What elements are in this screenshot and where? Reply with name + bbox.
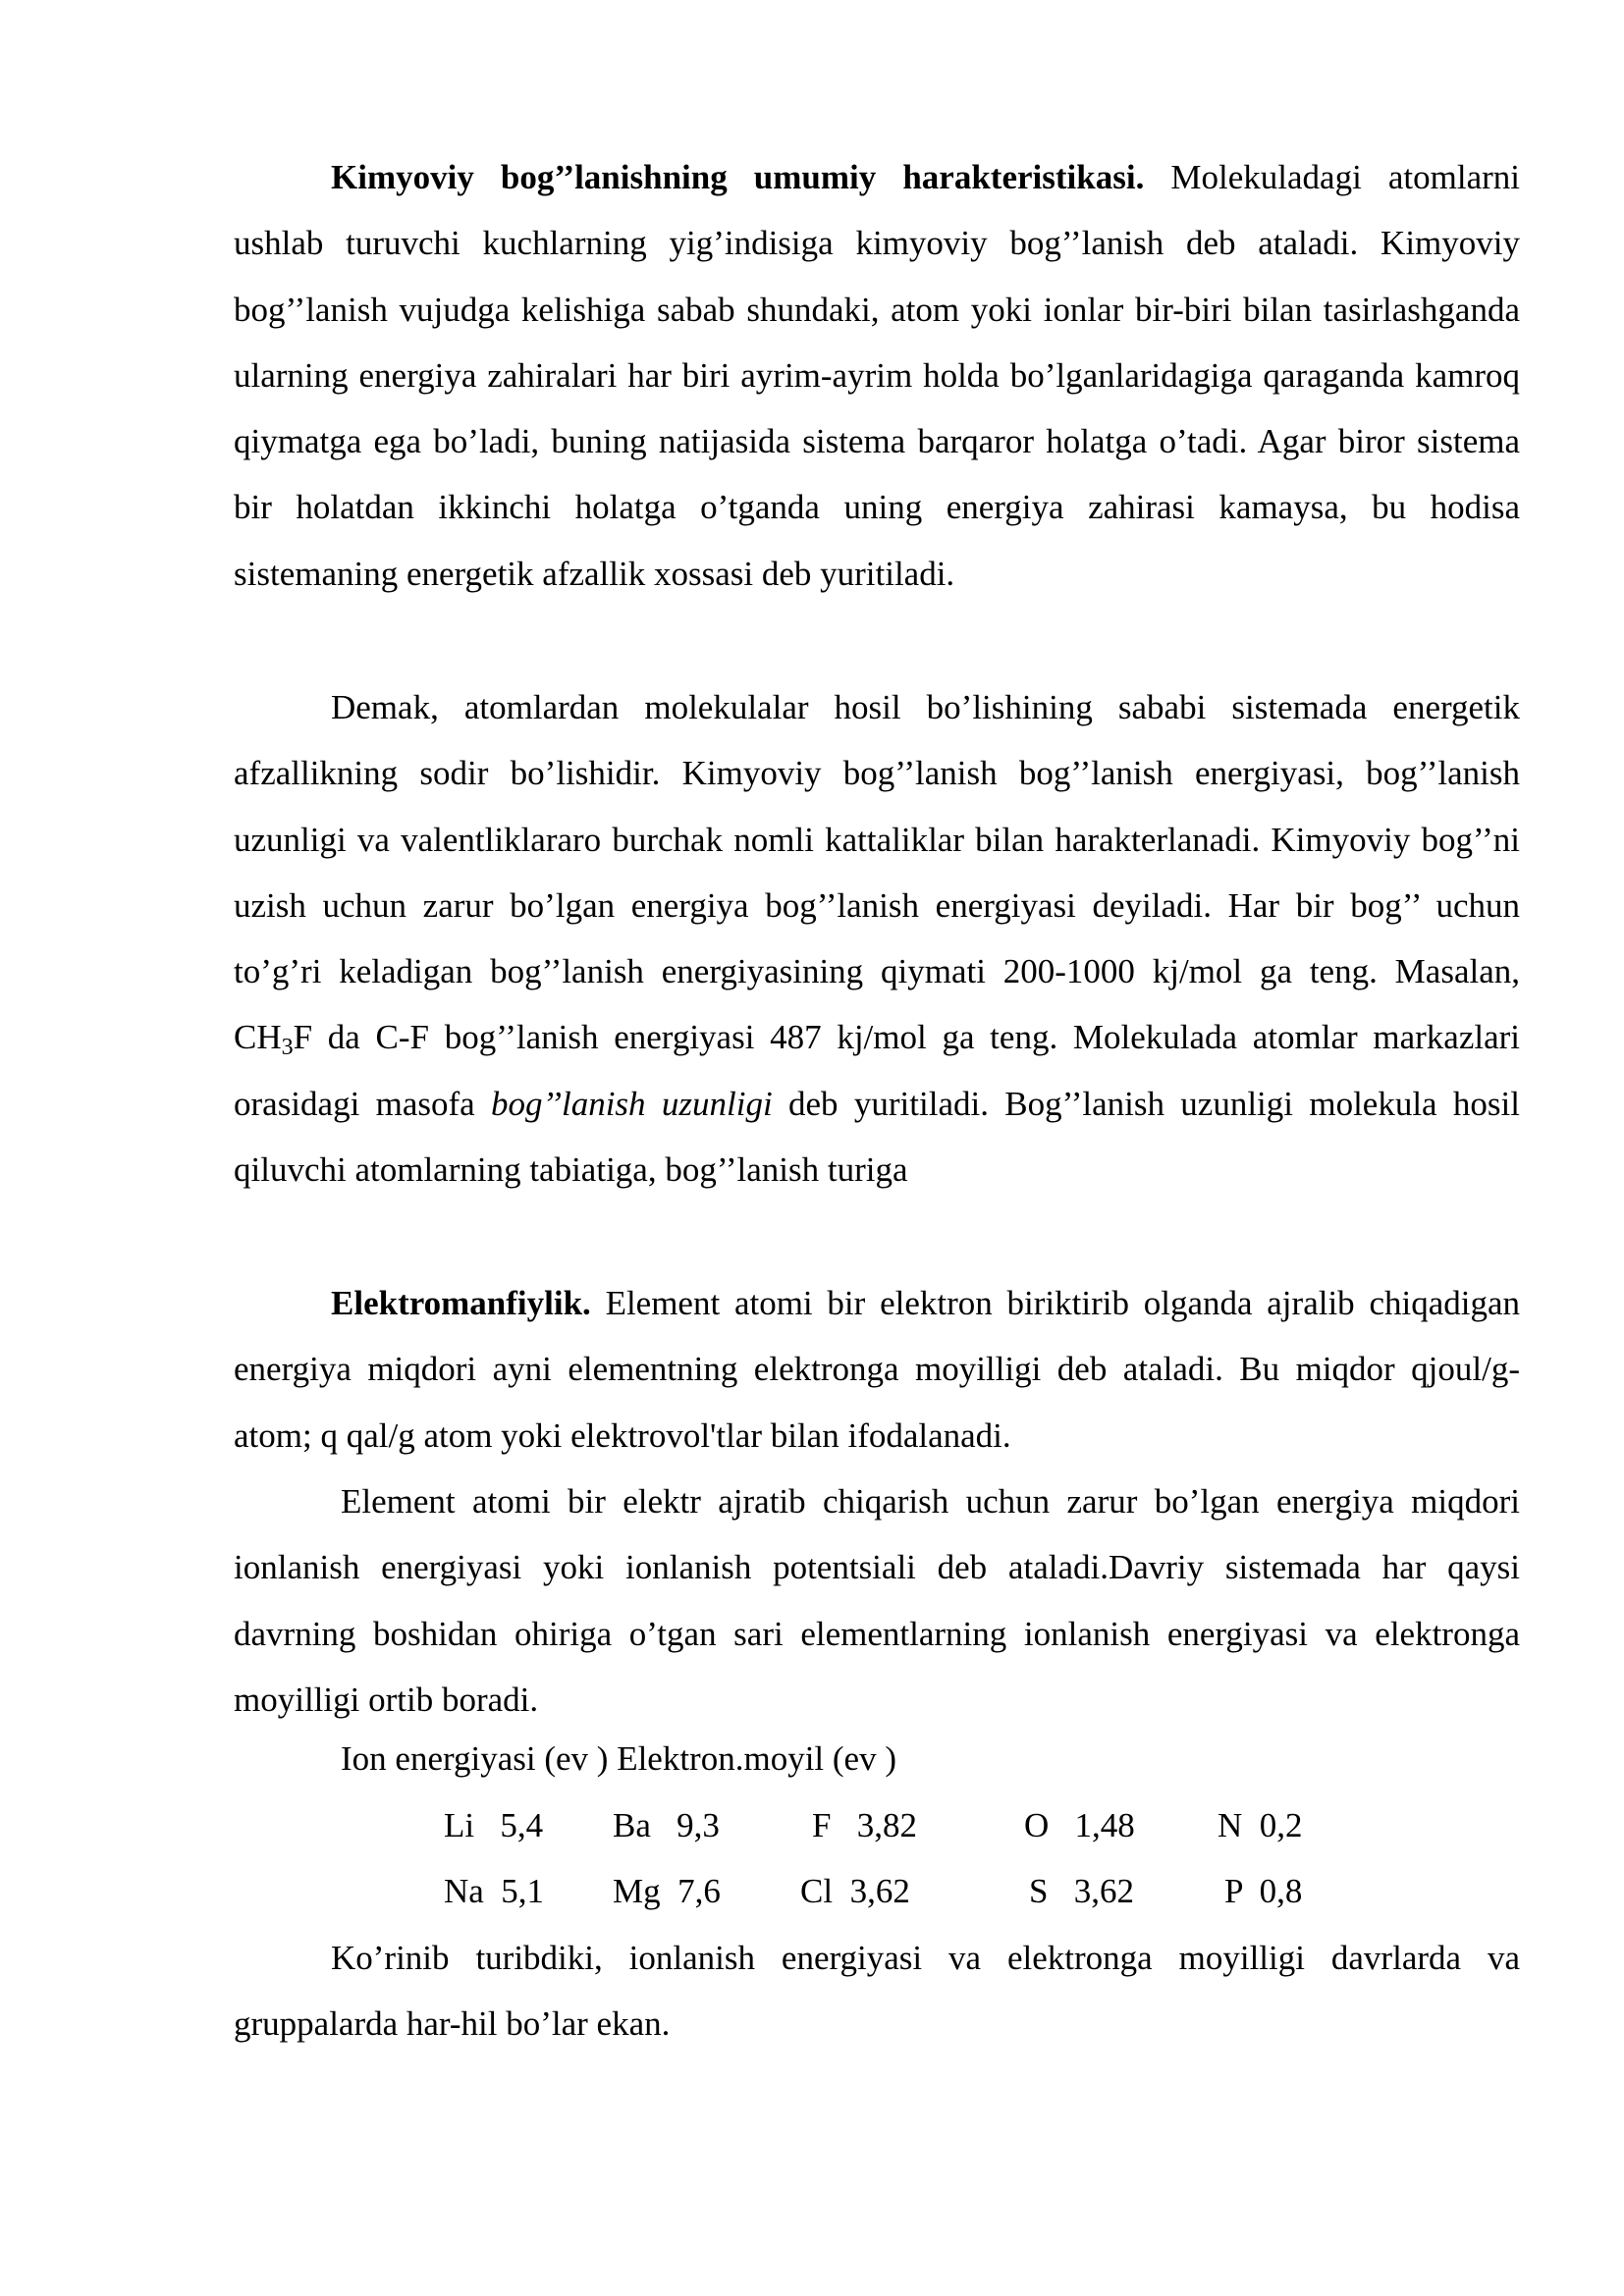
ion-cell: S 3,62 (1029, 1872, 1134, 1910)
ion-cell: O 1,48 (1024, 1806, 1135, 1844)
ion-cell: Ba 9,3 (613, 1806, 720, 1844)
paragraph-bond-energy-text-b: F da C-F bog’’lanish energiyasi 487 kj/mol ga teng. Molekulada atomlar markazlari orasidagi masofa (234, 1018, 1520, 1123)
paragraph-chemical-bond (234, 144, 1520, 607)
ion-cell: F 3,82 (812, 1806, 917, 1844)
ion-cell: Na 5,1 (444, 1872, 545, 1910)
paragraph-conclusion-text: Ko’rinib turibdiki, ionlanish energiyasi va elektronga moyilligi davrlarda va gruppalarda har-hil bo’lar ekan. (234, 1939, 1520, 2044)
ion-cell: Cl 3,62 (800, 1872, 910, 1910)
heading-electronegativity: Elektromanfiylik. (331, 1284, 591, 1322)
paragraph-bond-energy-text-c: deb yuritiladi. Bog’’lanish uzunligi molekula hosil qiluvchi atomlarning tabiatiga, bog’’lanish turiga (234, 1084, 1520, 1190)
ion-table-row-1 (0, 1792, 1624, 1858)
paragraph-chemical-bond-text: Molekuladagi atomlarni ushlab turuvchi kuchlarning yig’indisiga kimyoviy bog’’lanish deb ataladi. Kimyoviy bog’’lanish vujudga kelishiga sabab shundaki, atom yoki ionlar bir-biri bilan tasirlashganda ularning energiya zahiralari har biri ayrim-ayrim holda bo’lganlaridagiga qaraganda kamroq qiymatga ega bo’ladi, buning natijasida sistema barqaror holatga o’tadi. Agar biror sistema bir holatdan ikkinchi holatga o’tganda uning energiya zahirasi kamaysa, bu hodisa sistemaning energetik afzallik xossasi deb yuritiladi. (234, 158, 1520, 593)
paragraph-electronegativity (234, 1270, 1520, 1468)
ion-table-header: Ion energiyasi (ev ) Elektron.moyil (ev ) (341, 1739, 896, 1778)
paragraph-ionization-text: Element atomi bir elektr ajratib chiqarish uchun zarur bo’lgan energiya miqdori ionlanish energiyasi yoki ionlanish potentsiali deb ataladi.Davriy sistemada har qaysi davrning boshidan ohiriga o’tgan sari elementlarning ionlanish energiyasi va elektronga moyilligi ortib boradi. (234, 1482, 1520, 1719)
ion-cell: P 0,8 (1224, 1872, 1303, 1910)
ion-cell: N 0,2 (1218, 1806, 1303, 1844)
ion-cell: Li 5,4 (444, 1806, 544, 1844)
paragraph-bond-energy (234, 674, 1520, 1202)
ion-table-row-2 (0, 1858, 1624, 1924)
heading-chemical-bond: Kimyoviy bog’’lanishning umumiy harakteristikasi. (331, 158, 1145, 196)
italic-bond-length: bog’’lanish uzunligi (491, 1084, 773, 1123)
subscript-3: 3 (281, 1035, 294, 1061)
paragraph-electronegativity-text: Element atomi bir elektron biriktirib olganda ajralib chiqadigan energiya miqdori ayni elementning elektronga moyilligi deb ataladi. Bu miqdor qjoul/g-atom; q qal/g atom yoki elektrovol'tlar bilan ifodalanadi. (234, 1284, 1520, 1455)
ion-cell: Mg 7,6 (613, 1872, 721, 1910)
paragraph-ionization (234, 1468, 1520, 1733)
paragraph-bond-energy-text-a: Demak, atomlardan molekulalar hosil bo’lishining sababi sistemada energetik afzallikning sodir bo’lishidir. Kimyoviy bog’’lanish bog’’lanish energiyasi, bog’’lanish uzunligi va valentliklararo burchak nomli kattaliklar bilan harakterlanadi. Kimyoviy bog’’ni uzish uchun zarur bo’lgan energiya bog’’lanish energiyasi deyiladi. Har bir bog’’ uchun to’g’ri keladigan bog’’lanish energiyasining qiymati 200-1000 kj/mol ga teng. Masalan, CH (234, 688, 1520, 1057)
paragraph-conclusion (234, 1925, 1520, 2057)
